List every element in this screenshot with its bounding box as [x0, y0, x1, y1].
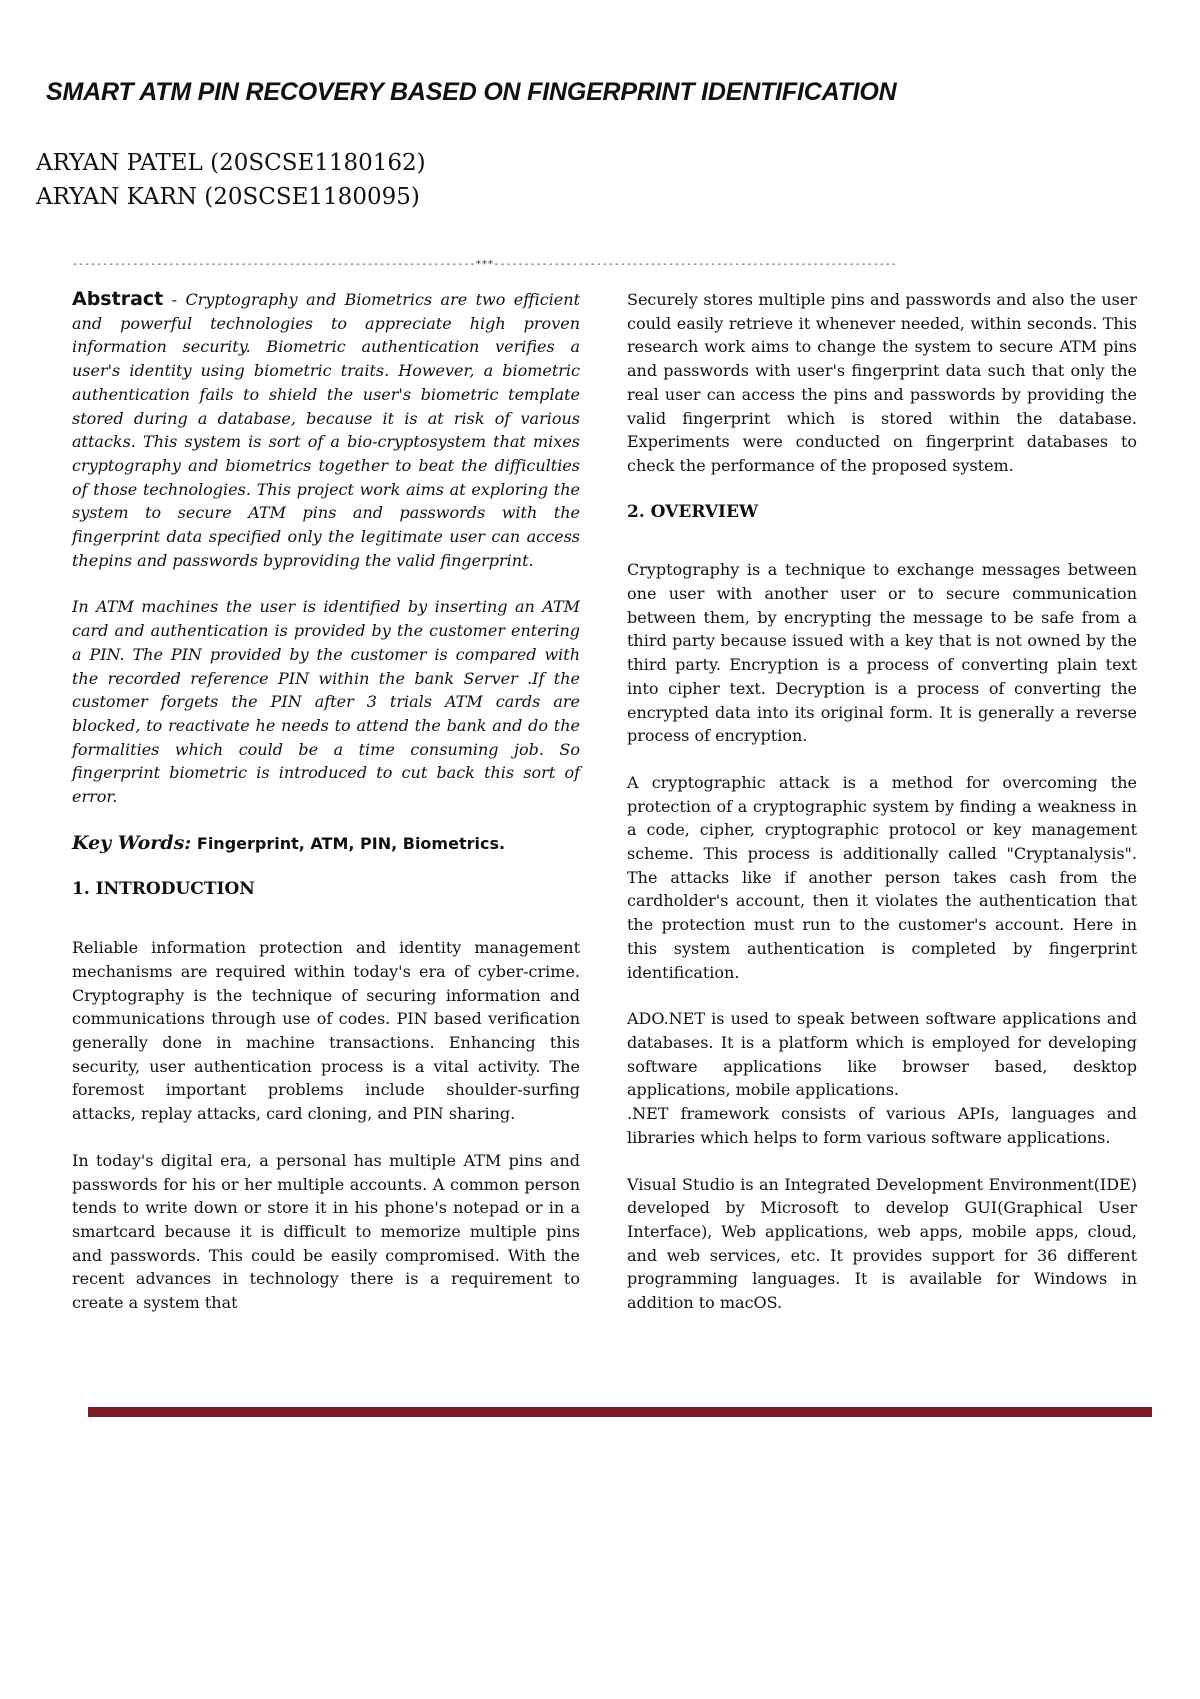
author-2: ARYAN KARN (20SCSE1180095): [36, 184, 420, 210]
author-1: ARYAN PATEL (20SCSE1180162): [36, 150, 426, 176]
right-column: [627, 288, 1137, 1315]
section-separator: -------------------------------------------------------------------***-------------------------------------------------------------------: [72, 259, 897, 270]
overview-paragraph-3: ADO.NET is used to speak between software applications and databases. It is a platform which is employed for developing software applications like browser based, desktop applications, mobile applications.: [627, 1009, 1137, 1100]
introduction-paragraph-2: In today's digital era, a personal has multiple ATM pins and passwords for his or her multiple accounts. A common person tends to write down or store it in his phone's notepad or in a smartcard because it is difficult to memorize multiple pins and passwords. This could be easily compromised. With the recent advances in technology there is a requirement to create a system that: [72, 1150, 580, 1313]
abstract-label: Abstract: [72, 288, 164, 310]
abstract-dash: -: [163, 290, 186, 309]
abstract-text: Cryptography and Biometrics are two efficient and powerful technologies to appreciate high proven information security. Biometric authentication verifies a user's identity using biometric traits. However, a biometric authentication fails to shield the user's biometric template stored during a database, because it is at risk of various attacks. This system is sort of a bio-cryptosystem that mixes cryptography and biometrics together to beat the difficulties of those technologies. This project work aims at exploring the system to secure ATM pins and passwords with the fingerprint data specified only the legitimate user can access thepins and passwords byproviding the valid fingerprint.: [72, 290, 580, 570]
overview-paragraph-1: Cryptography is a technique to exchange messages between one user with another user or to secure communication between them, by encrypting the message to be safe from a third party because issued with a key that is not owned by the third party. Encryption is a process of converting plain text into cipher text. Decryption is a process of converting the encrypted data into its original form. It is generally a reverse process of encryption.: [627, 560, 1137, 746]
overview-paragraph-4: .NET framework consists of various APIs, languages and libraries which helps to form various software applications.: [627, 1104, 1137, 1147]
overview-paragraph-5: Visual Studio is an Integrated Development Environment(IDE) developed by Microsoft to develop GUI(Graphical User Interface), Web applications, web apps, mobile apps, cloud, and web services, etc. It provides support for 36 different programming languages. It is available for Windows in addition to macOS.: [627, 1174, 1137, 1313]
continuation-paragraph: Securely stores multiple pins and passwords and also the user could easily retrieve it whenever needed, within seconds. This research work aims to change the system to secure ATM pins and passwords with user's fingerprint data such that only the real user can access the pins and passwords by providing the valid fingerprint which is stored within the database. Experiments were conducted on fingerprint databases to check the performance of the proposed system.: [627, 290, 1137, 475]
keywords-line: [72, 832, 580, 856]
overview-paragraph-2: A cryptographic attack is a method for overcoming the protection of a cryptographic system by finding a weakness in a code, cipher, cryptographic protocol or key management scheme. This process is additionally called "Cryptanalysis". The attacks like if another person takes cash from the cardholder's account, then it violates the authentication that the protection must run to the customer's account. Here in this system authentication is completed by fingerprint identification.: [627, 772, 1137, 982]
keywords-text: Fingerprint, ATM, PIN, Biometrics.: [191, 833, 506, 853]
introduction-heading: 1. INTRODUCTION: [72, 879, 255, 900]
footer-rule: [88, 1407, 1152, 1417]
abstract-paragraph: [72, 288, 580, 572]
paper-title: SMART ATM PIN RECOVERY BASED ON FINGERPRINT IDENTIFICATION: [46, 78, 897, 106]
abstract-paragraph-2: In ATM machines the user is identified by inserting an ATM card and authentication is provided by the customer entering a PIN. The PIN provided by the customer is compared with the recorded reference PIN within the bank Server .If the customer forgets the PIN after 3 trials ATM cards are blocked, to reactivate he needs to attend the bank and do the formalities which could be a time consuming job. So fingerprint biometric is introduced to cut back this sort of error.: [72, 597, 580, 807]
introduction-paragraph-1: Reliable information protection and identity management mechanisms are required within today's era of cyber-crime. Cryptography is the technique of securing information and communications through use of codes. PIN based verification generally done in machine transactions. Enhancing this security, user authentication process is a vital activity. The foremost important problems include shoulder-surfing attacks, replay attacks, card cloning, and PIN sharing.: [72, 938, 580, 1124]
overview-heading: 2. OVERVIEW: [627, 501, 759, 522]
keywords-label: Key Words:: [72, 831, 192, 854]
left-column: [72, 288, 580, 1315]
author-list: [36, 146, 426, 214]
